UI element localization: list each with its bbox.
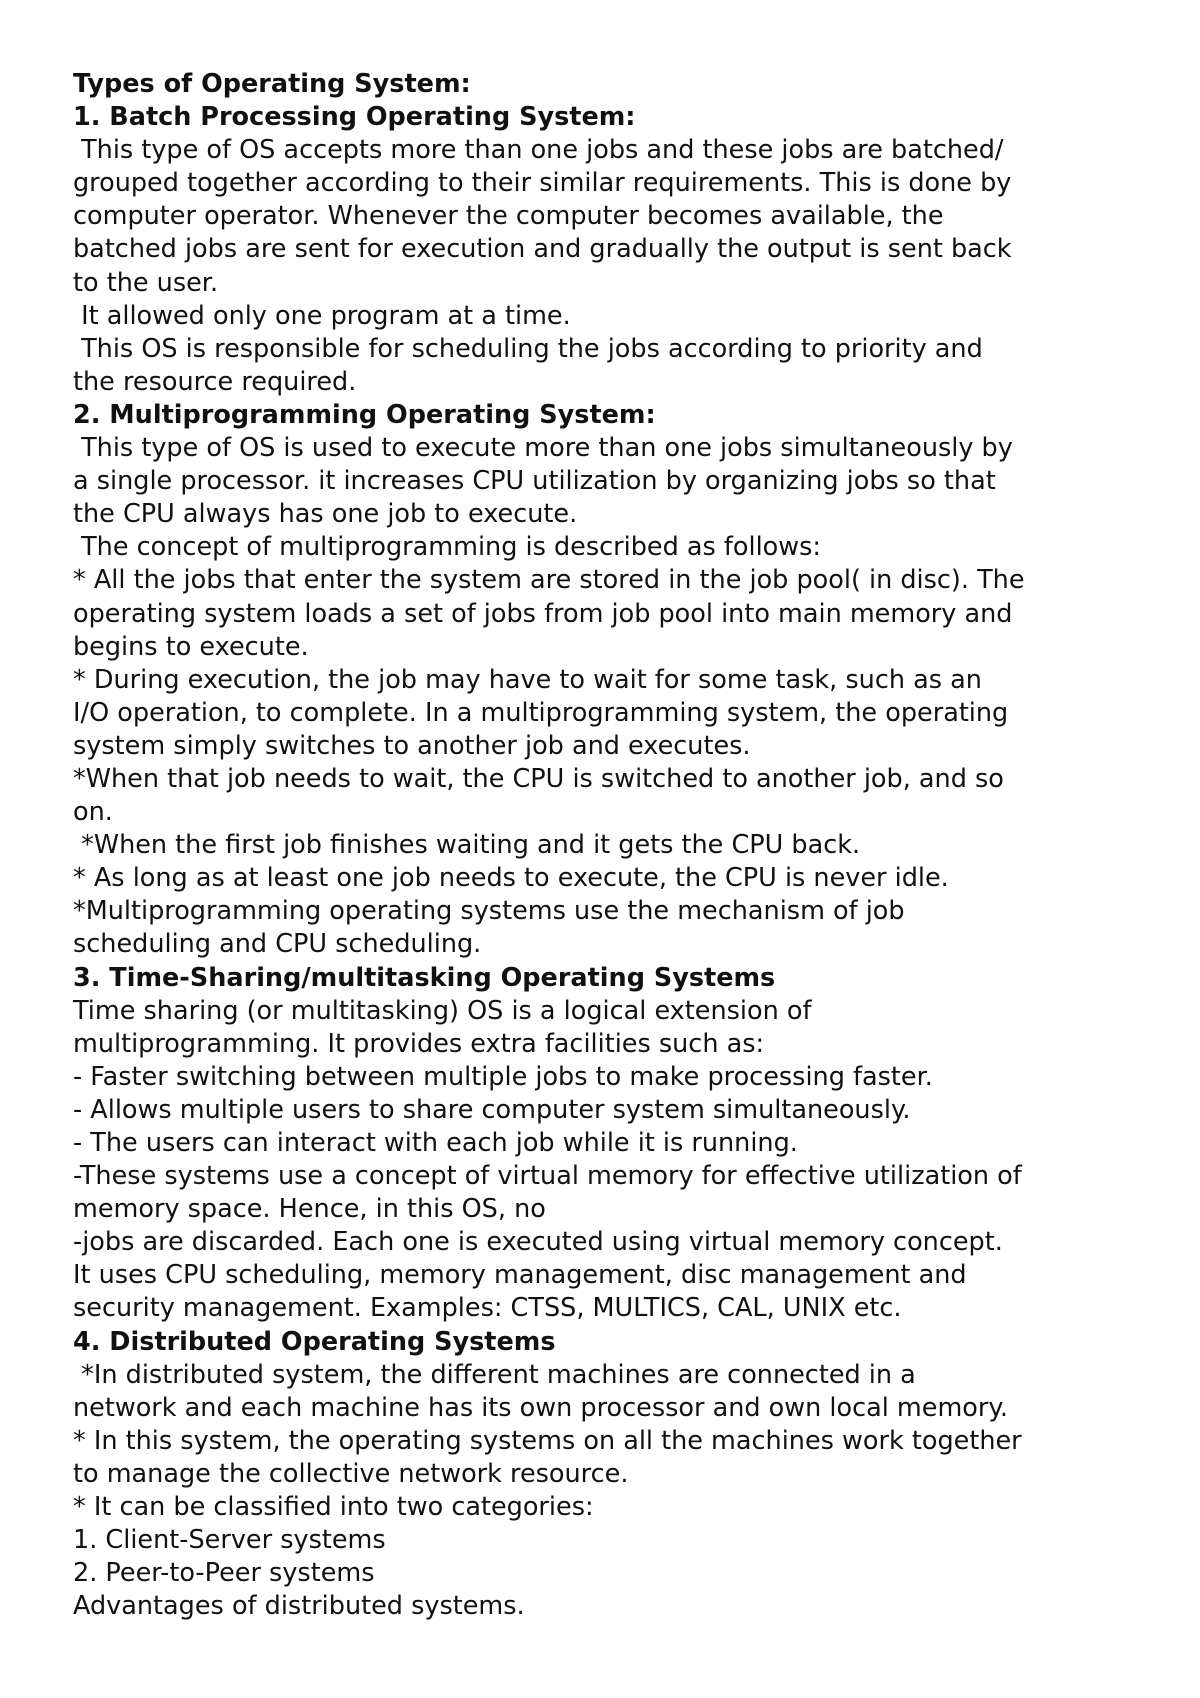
text-line: the CPU always has one job to execute. (73, 499, 578, 530)
text-line: It uses CPU scheduling, memory management, disc management and (73, 1260, 967, 1291)
text-line: - The users can interact with each job while it is running. (73, 1128, 798, 1158)
text-line: 1. Client-Server systems (73, 1525, 386, 1556)
text-line: to the user. (73, 267, 219, 298)
text-line: the resource required. (73, 366, 357, 397)
text-line: *When that job needs to wait, the CPU is switched to another job, and so (73, 763, 1004, 794)
text-line: - Allows multiple users to share computer system simultaneously. (73, 1094, 911, 1125)
text-line: * During execution, the job may have to wait for some task, such as an (73, 664, 982, 695)
text-line: begins to execute. (73, 631, 309, 662)
text-line: Advantages of distributed systems. (73, 1591, 525, 1622)
text-line: This OS is responsible for scheduling the jobs according to priority and (73, 333, 983, 364)
text-line: I/O operation, to complete. In a multiprogramming system, the operating (73, 697, 1009, 728)
text-line: -These systems use a concept of virtual memory for effective utilization of (73, 1161, 1022, 1192)
text-line: a single processor. it increases CPU utilization by organizing jobs so that (73, 466, 996, 497)
text-line: * It can be classified into two categories: (73, 1492, 594, 1523)
text-line: The concept of multiprogramming is described as follows: (73, 532, 821, 563)
section-heading: 4. Distributed Operating Systems (73, 1326, 556, 1357)
text-line: -jobs are discarded. Each one is executed using virtual memory concept. (73, 1227, 1003, 1258)
section-heading: 2. Multiprogramming Operating System: (73, 399, 656, 430)
text-line: system simply switches to another job and executes. (73, 730, 751, 761)
text-line: network and each machine has its own processor and own local memory. (73, 1392, 1008, 1423)
text-line: on. (73, 797, 113, 828)
text-line: *When the first job finishes waiting and it gets the CPU back. (73, 830, 861, 861)
text-line: security management. Examples: CTSS, MULTICS, CAL, UNIX etc. (73, 1293, 902, 1324)
text-line: - Faster switching between multiple jobs to make processing faster. (73, 1061, 933, 1092)
text-line: grouped together according to their similar requirements. This is done by (73, 168, 1012, 199)
document-title: Types of Operating System: (73, 69, 471, 99)
text-line: This type of OS accepts more than one jobs and these jobs are batched/ (73, 135, 1004, 166)
text-line: 2. Peer-to-Peer systems (73, 1558, 375, 1589)
text-line: memory space. Hence, in this OS, no (73, 1194, 546, 1225)
text-line: * In this system, the operating systems on all the machines work together (73, 1425, 1022, 1456)
text-line: operating system loads a set of jobs from job pool into main memory and (73, 598, 1013, 629)
text-line: It allowed only one program at a time. (73, 300, 571, 331)
text-line: * All the jobs that enter the system are stored in the job pool( in disc). The (73, 565, 1025, 596)
text-line: Time sharing (or multitasking) OS is a logical extension of (73, 995, 812, 1026)
text-line: multiprogramming. It provides extra facilities such as: (73, 1028, 765, 1059)
text-line: scheduling and CPU scheduling. (73, 929, 482, 960)
text-line: to manage the collective network resource. (73, 1458, 629, 1489)
text-line: computer operator. Whenever the computer becomes available, the (73, 201, 944, 232)
text-line: * As long as at least one job needs to execute, the CPU is never idle. (73, 863, 949, 894)
text-line: This type of OS is used to execute more than one jobs simultaneously by (73, 433, 1013, 464)
text-line: *Multiprogramming operating systems use the mechanism of job (73, 896, 905, 927)
text-line: batched jobs are sent for execution and gradually the output is sent back (73, 234, 1012, 265)
document-page (73, 68, 1153, 1623)
text-line: *In distributed system, the different machines are connected in a (73, 1359, 916, 1390)
section-heading: 3. Time-Sharing/multitasking Operating Systems (73, 962, 776, 993)
section-heading: 1. Batch Processing Operating System: (73, 102, 636, 133)
document-body (73, 101, 1153, 1623)
